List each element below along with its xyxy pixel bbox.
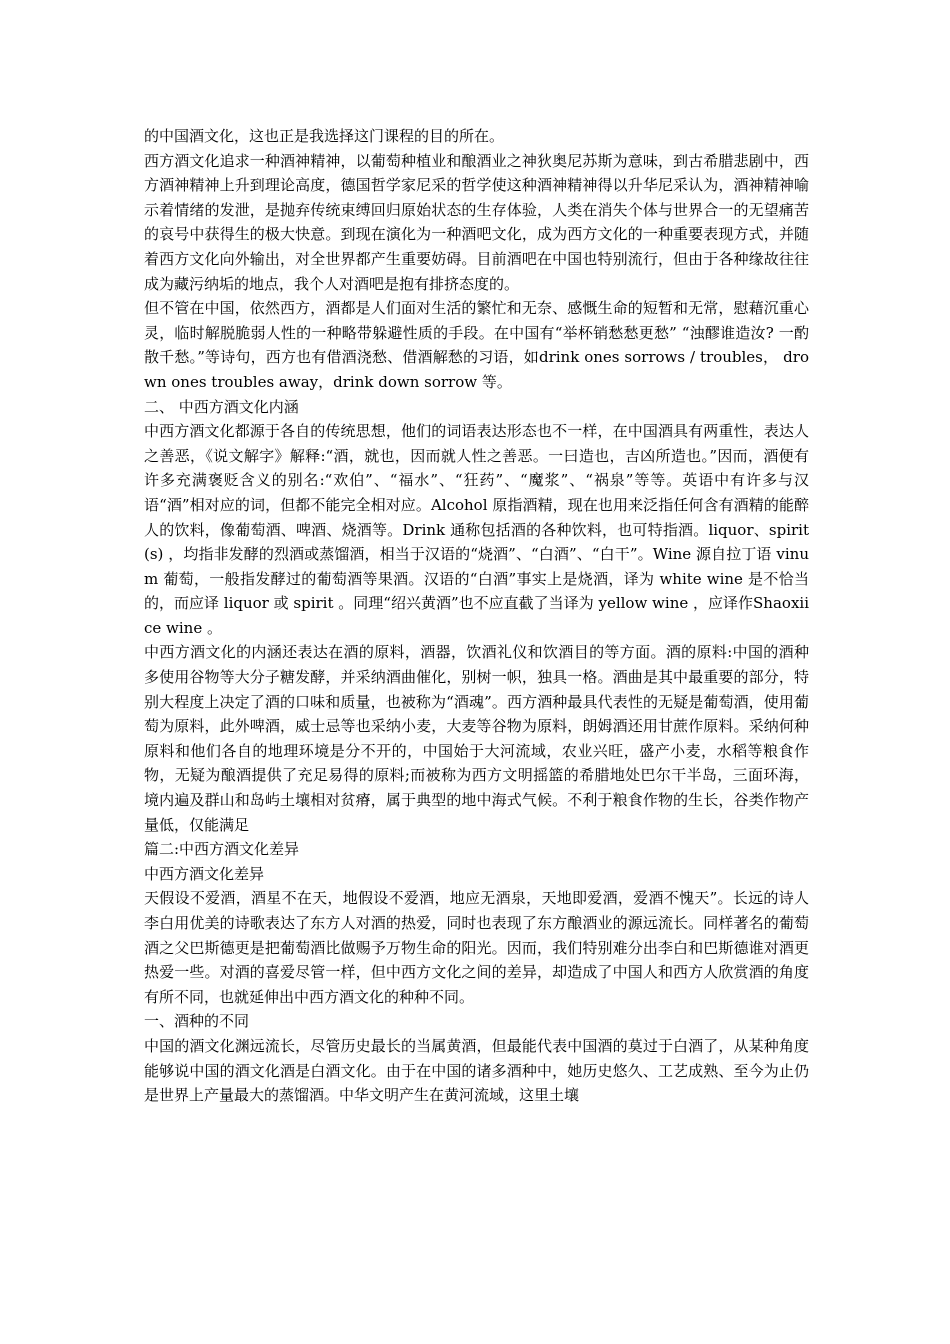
chapter-subtitle: 中西方酒文化差异 <box>144 864 265 883</box>
section-heading-2: 二、 中西方酒文化内涵 <box>144 397 299 416</box>
paragraph-western-wine-spirit: 西方酒文化追求一种酒神精神，以葡萄种植业和酿酒业之神狄奥尼苏斯为意味，到古希腊悲剧中，西方酒神精神上升到理论高度，德国哲学家尼采的哲学使这种酒神精神得以升华尼采认为，酒神精神喻示着情绪的发泄，是抛弃传统束缚回归原始状态的生存体验，人类在消失个体与世界合一的无望痛苦的哀号中获得生的极大快意。到现在演化为一种酒吧文化，成为西方文化的一种重要表现方式，并随着西方文化向外输出，对全世界都产生重要妨碍。目前酒吧在中国也特别流行，但由于各种缘故往往成为藏污纳垢的地点，我个人对酒吧是抱有排挤态度的。 <box>144 151 809 293</box>
paragraph-wine-materials: 中西方酒文化的内涵还表达在酒的原料，酒器，饮酒礼仪和饮酒目的等方面。酒的原料:中国的酒种多使用谷物等大分子糖发酵，并采纳酒曲催化，别树一帜，独具一格。酒曲是其中最重要的部分，特别大程度上决定了酒的口味和质量，也被称为“酒魂”。西方酒种最具代表性的无疑是葡萄酒，使用葡萄为原料，此外啤酒，威士忌等也采纳小麦，大麦等谷物为原料，朗姆酒还用甘蔗作原料。采纳何种原料和他们各自的地理环境是分不开的，中国始于大河流域，农业兴旺，盛产小麦，水稻等粮食作物，无疑为酿酒提供了充足易得的原料;而被称为西方文明摇篮的希腊地处巴尔干半岛，三面环海，境内遍及群山和岛屿土壤相对贫瘠，属于典型的地中海式气候。不利于粮食作物的生长，谷类作物产量低，仅能满足 <box>144 643 809 834</box>
paragraph-wine-relief: 但不管在中国，依然西方，酒都是人们面对生活的繁忙和无奈、感慨生命的短暂和无常，慰藉沉重心灵，临时解脱脆弱人性的一种略带躲避性质的手段。在中国有“举杯销愁愁更愁” “浊醪谁造汝? 一酌散千愁。”等诗句，西方也有借酒浇愁、借酒解愁的习语，如drink ones sorrows / troubles， drown ones troubles away，drink down sorrow 等。 <box>144 299 809 391</box>
paragraph-intro-end: 的中国酒文化，这也正是我选择这门课程的目的所在。 <box>144 127 505 145</box>
chapter-title: 篇二:中西方酒文化差异 <box>144 840 300 859</box>
paragraph-love-of-wine: 天假设不爱酒，酒星不在天，地假设不爱酒，地应无酒泉，天地即爱酒，爱酒不愧天”。长远的诗人李白用优美的诗歌表达了东方人对酒的热爱，同时也表现了东方酿酒业的源远流长。同样著名的葡萄酒之父巴斯德更是把葡萄酒比做赐予万物生命的阳光。因而，我们特别难分出李白和巴斯德谁对酒更热爱一些。对酒的喜爱尽管一样，但中西方文化之间的差异，却造成了中国人和西方人欣赏酒的角度有所不同，也就延伸出中西方酒文化的种种不同。 <box>144 889 809 1006</box>
paragraph-chinese-liquor: 中国的酒文化渊远流长，尽管历史最长的当属黄酒，但最能代表中国酒的莫过于白酒了，从某种角度能够说中国的酒文化酒是白酒文化。由于在中国的诸多酒种中，她历史悠久、工艺成熟、至今为止仍是世界上产量最大的蒸馏酒。中华文明产生在黄河流域，这里土壤 <box>144 1036 809 1105</box>
paragraph-wine-terms: 中西方酒文化都源于各自的传统思想，他们的词语表达形态也不一样，在中国酒具有两重性，表达人之善恶，《说文解字》解释:“酒，就也，因而就人性之善恶。一曰造也，吉凶所造也。”因而，酒便有许多充满褒贬含义的别名:“欢伯”、“福水”、“狂药”、“魔浆”、“祸泉”等等。英语中有许多与汉语“酒”相对应的词，但都不能完全相对应。Alcohol 原指酒精，现在也用来泛指任何含有酒精的能醉人的饮料，像葡萄酒、啤酒、烧酒等。Drink 通称包括酒的各种饮料，也可特指酒。liquor、spirit(s) ，均指非发酵的烈酒或蒸馏酒，相当于汉语的“烧酒”、“白酒”、“白干”。Wine 源自拉丁语 vinum 葡萄，一般指发酵过的葡萄酒等果酒。汉语的“白酒”事实上是烧酒，译为 white wine 是不恰当的，而应译 liquor 或 spirit 。同理“绍兴黄酒”也不应直截了当译为 yellow wine ，应译作Shaoxiice wine 。 <box>144 422 809 637</box>
section-heading-1: 一、酒种的不同 <box>144 1012 250 1031</box>
document-body <box>144 124 809 1108</box>
